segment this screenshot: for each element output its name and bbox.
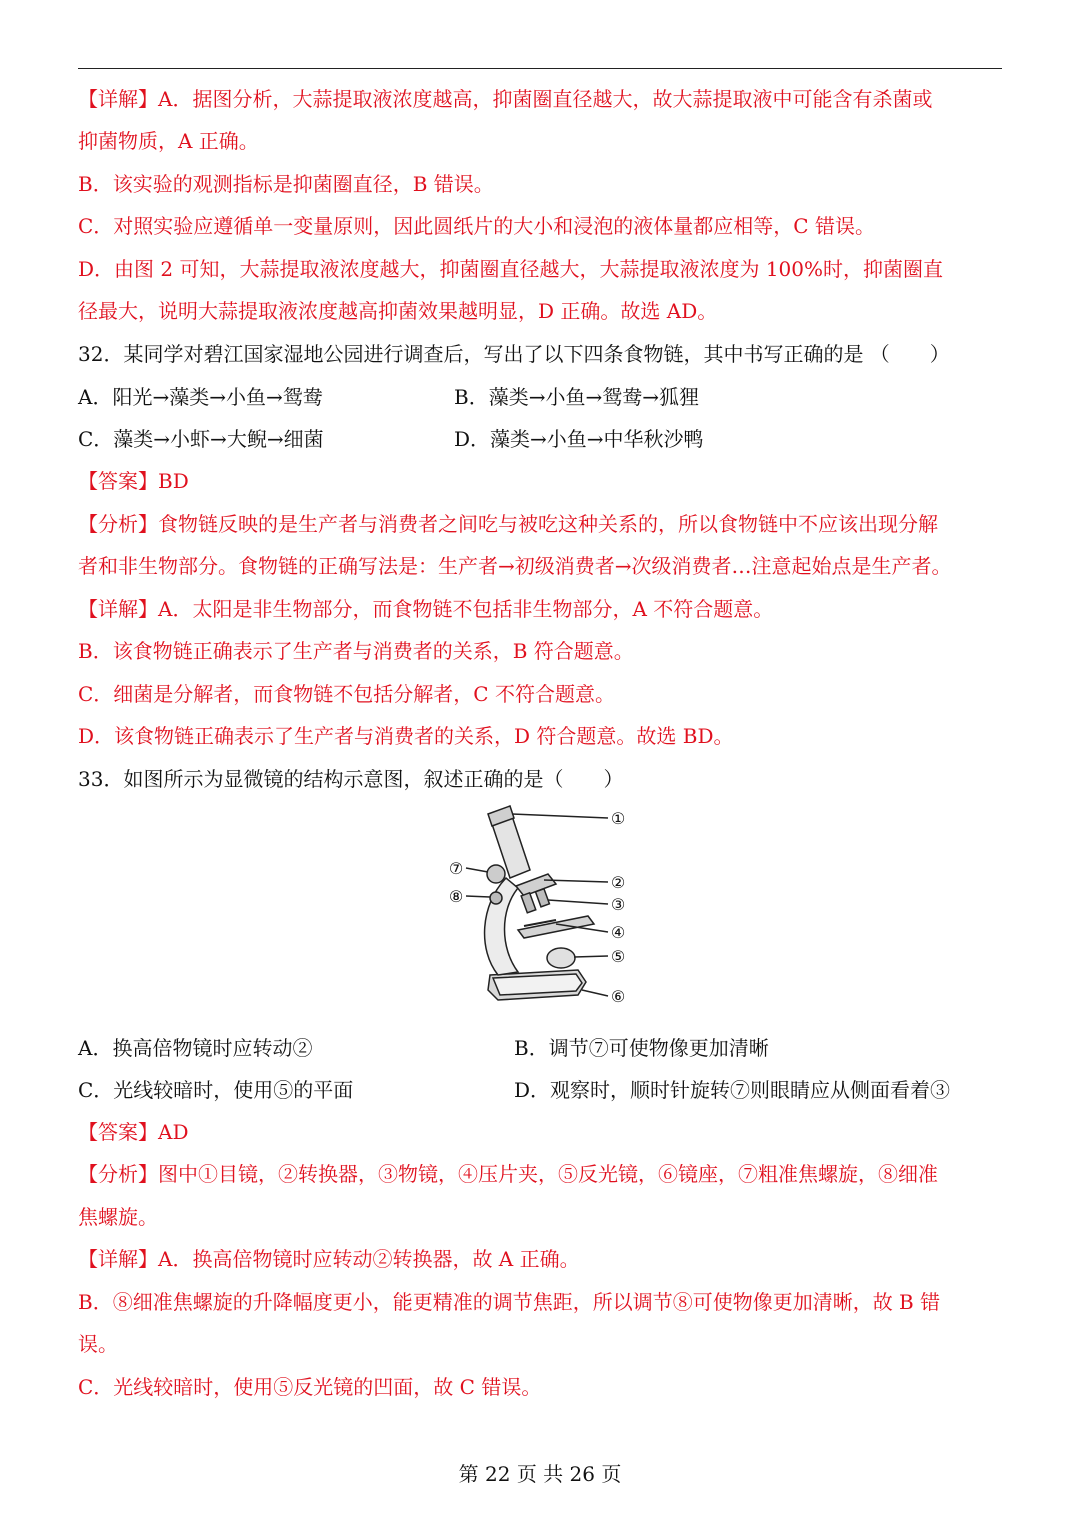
q32-detail-b: B．该食物链正确表示了生产者与消费者的关系，B 符合题意。 [78,639,634,663]
label-1: ① [610,809,626,828]
q31-detail-a-line2: 抑菌物质，A 正确。 [78,129,259,153]
label-5: ⑤ [610,947,626,966]
q32-detail-c: C．细菌是分解者，而食物链不包括分解者，C 不符合题意。 [78,682,615,706]
microscope-figure [438,800,638,1012]
q32-stem: 32．某同学对碧江国家湿地公园进行调查后，写出了以下四条食物链，其中书写正确的是 （ ） [78,342,950,366]
q33-stem: 33．如图所示为显微镜的结构示意图，叙述正确的是（ ） [78,767,624,791]
label-8: ⑧ [448,887,464,906]
q32-detail-a: 【详解】A．太阳是非生物部分，而食物链不包括非生物部分，A 不符合题意。 [78,597,774,621]
label-7: ⑦ [448,859,464,878]
q33-option-c: C．光线较暗时，使用⑤的平面 [78,1078,354,1102]
q33-option-b: B．调节⑦可使物像更加清晰 [514,1036,769,1060]
q33-analysis-line2: 焦螺旋。 [78,1205,158,1229]
q33-option-a: A．换高倍物镜时应转动② [78,1036,313,1060]
q33-answer: 【答案】AD [78,1120,189,1144]
stage [518,916,594,938]
q32-analysis-line2: 者和非生物部分。食物链的正确写法是：生产者→初级消费者→次级消费者…注意起始点是生产者。 [78,554,952,578]
q33-detail-b-line1: B．⑧细准焦螺旋的升降幅度更小，能更精准的调节焦距，所以调节⑧可使物像更加清晰，故 B 错 [78,1290,941,1314]
label-4: ④ [610,923,626,942]
q32-detail-d: D．该食物链正确表示了生产者与消费者的关系，D 符合题意。故选 BD。 [78,724,734,748]
page-footer: 第 22 页 共 26 页 [458,1462,622,1486]
q31-detail-a-line1: 【详解】A．据图分析，大蒜提取液浓度越高，抑菌圈直径越大，故大蒜提取液中可能含有杀菌或 [78,87,933,111]
label-2: ② [610,873,626,892]
q31-detail-b: B．该实验的观测指标是抑菌圈直径，B 错误。 [78,172,494,196]
q31-detail-c: C．对照实验应遵循单一变量原则，因此圆纸片的大小和浸泡的液体量都应相等，C 错误。 [78,214,875,238]
coarse-focus-knob [487,865,505,883]
header-rule [78,68,1002,69]
q33-option-d: D．观察时，顺时针旋转⑦则眼睛应从侧面看着③ [514,1078,951,1102]
q32-option-b: B．藻类→小鱼→鸳鸯→狐狸 [454,385,699,409]
label-3: ③ [610,895,626,914]
q32-analysis-line1: 【分析】食物链反映的是生产者与消费者之间吃与被吃这种关系的，所以食物链中不应该出现分解 [78,512,938,536]
q33-detail-b-line2: 误。 [78,1332,118,1356]
q32-answer: 【答案】BD [78,469,189,493]
q33-analysis-line1: 【分析】图中①目镜，②转换器，③物镜，④压片夹，⑤反光镜，⑥镜座，⑦粗准焦螺旋，⑧细准 [78,1162,938,1186]
q31-detail-d-line1: D．由图 2 可知，大蒜提取液浓度越大，抑菌圈直径越大，大蒜提取液浓度为 100%时，抑菌圈直 [78,257,944,281]
microscope-diagram [438,800,638,1012]
q33-detail-c: C．光线较暗时，使用⑤反光镜的凹面，故 C 错误。 [78,1375,542,1399]
q33-detail-a: 【详解】A．换高倍物镜时应转动②转换器，故 A 正确。 [78,1247,580,1271]
microscope-arm [485,878,518,975]
q31-detail-d-line2: 径最大，说明大蒜提取液浓度越高抑菌效果越明显，D 正确。故选 AD。 [78,299,718,323]
mirror [547,948,575,968]
q32-option-a: A．阳光→藻类→小鱼→鸳鸯 [78,385,323,409]
q32-option-c: C．藻类→小虾→大鲵→细菌 [78,427,324,451]
label-6: ⑥ [610,987,626,1006]
q32-option-d: D．藻类→小鱼→中华秋沙鸭 [454,427,704,451]
fine-focus-knob [490,892,502,904]
